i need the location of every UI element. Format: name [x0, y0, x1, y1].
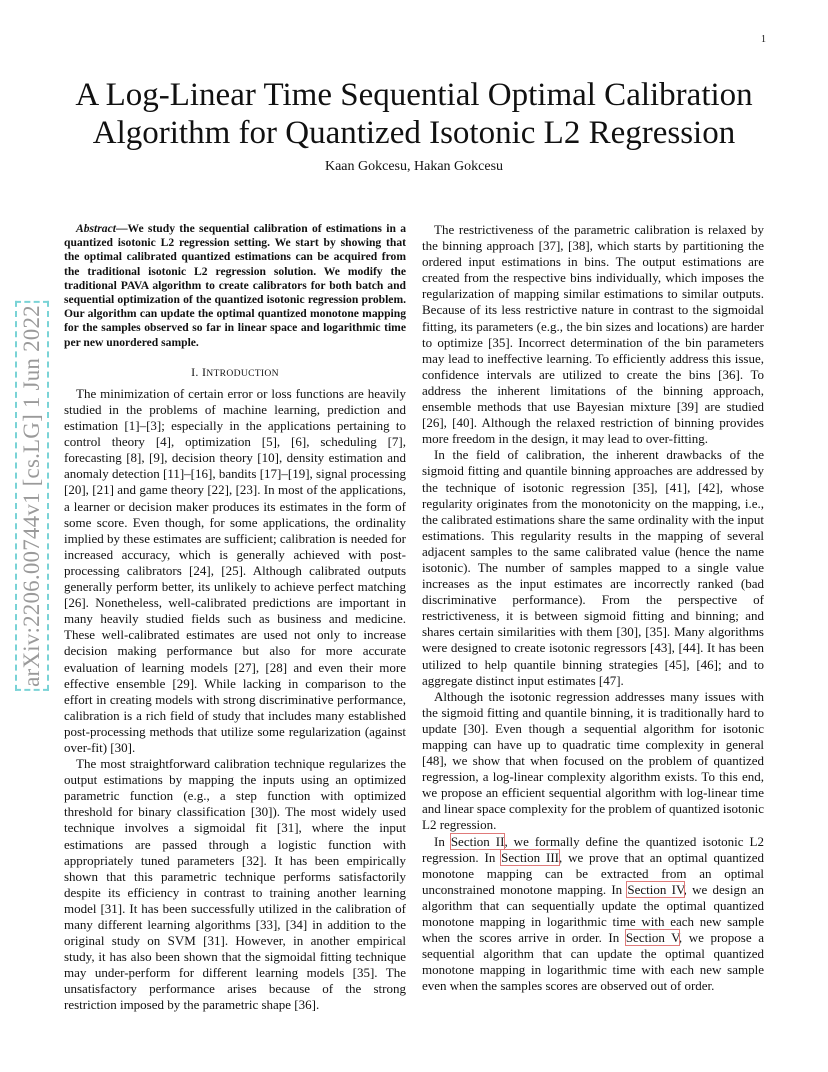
- abstract-text: —We study the sequential calibration of estimations in a quantized isotonic L2 regression setting. We start by showing that the optimal calibrated quantized estimations can be acquired from the traditional isotonic L2 regression solution. We modify the traditional PAVA algorithm to create calibrators for both batch and sequential optimization of the quantized isotonic regression problem. Our algorithm can update the optimal quantized monotone mapping for the samples observed so far in linear space and logarithmic time per new unordered sample.: [64, 222, 406, 349]
- link-section-3[interactable]: Section III: [501, 849, 559, 865]
- section-heading-introduction: [64, 364, 406, 382]
- text-run: , we propose a sequential algorithm that can update the optimal quantized monotone mapping in logarithmic time with each new sample even when the samples scores are observed out of order.: [422, 930, 764, 994]
- paragraph-outline: [422, 834, 764, 995]
- section-title-rest: NTRODUCTION: [206, 367, 279, 379]
- text-run: In: [434, 833, 451, 849]
- paper-authors: Kaan Gokcesu, Hakan Gokcesu: [324, 159, 504, 174]
- paragraph: The most straightforward calibration technique regularizes the output estimations by mapping the inputs using an optimized parametric function (e.g., a step function with optimized threshold for binary classification [30]). The most widely used technique involves a sigmoidal fit [31], where the input estimations are passed through a logistic function with appropriately tuned parameters [32]. It has been empirically shown that this parametric technique performs satisfactorily despite its efficiency in contrast to training another learning model [31]. It has been successfully utilized in the calibration of many different learning algorithms [33], [34] in addition to the original study on SVM [31]. However, in another empirical study, it has also been shown that the sigmoidal fitting technique may under-perform for different learning models [35]. The unsatisfactory performance arises because of the strong restriction imposed by the parametric shape [36].: [64, 756, 406, 1013]
- text-run: , we prove that an optimal quantized monotone mapping can be extracted from an optimal unconstrained monotone mapping. In: [422, 849, 764, 897]
- section-title-initial: I: [202, 364, 207, 379]
- paragraph: The minimization of certain error or loss functions are heavily studied in the problems of machine learning, prediction and estimation [1]–[3]; especially in the applications pertaining to control theory [4], optimization [5], [6], scheduling [7], forecasting [8], [9], decision theory [10], density estimation and anomaly detection [11]–[16], bandits [17]–[19], signal processing [20], [21] and game theory [22], [23]. In most of the applications, a learner or decision maker produces its estimates in the form of some score. Even though, for some applications, the ordinality implied by these estimates are sufficient; calibration is needed for increased accuracy, which is generally achieved with post-processing calibrators [24], [25]. Although calibrated outputs generally perform better, its unlikely to achieve perfect matching [26]. Nonetheless, well-calibrated predictions are important in many heavily studied fields such as business and medicine. These well-calibrated estimates are used not only to increase decision making performance but also for more accurate evaluation of learning models [27], [28] and even their more effective ensemble [29]. While lacking in comparison to the effort in creating models with strong discriminative performance, calibration is a rich field of study that includes many established post-processing methods that utilize some regularization (against over-fit) [30].: [64, 385, 406, 755]
- link-section-2[interactable]: Section II: [450, 833, 505, 849]
- page-number: 1: [761, 34, 766, 45]
- text-run: , we formally define the quantized isotonic L2 regression. In: [422, 833, 764, 865]
- abstract: [64, 222, 406, 350]
- paragraph: Although the isotonic regression addresses many issues with the sigmoid fitting and quantile binning, it is traditionally hard to update [30]. Even though a sequential algorithm for isotonic mapping can have up to quadratic time complexity in general [48], we show that when focused on the problem of quantized regression, a log-linear complexity algorithm exists. To this end, we propose an efficient sequential algorithm with log-linear time and linear space complexity for the problem of quantized isotonic L2 regression.: [422, 688, 764, 833]
- link-section-5[interactable]: Section V: [625, 930, 679, 946]
- paper-title: A Log-Linear Time Sequential Optimal Calibration Algorithm for Quantized Isotonic L2 Regression: [75, 77, 753, 151]
- paragraph: The restrictiveness of the parametric calibration is relaxed by the binning approach [37], [38], which starts by partitioning the ordered input estimations in bins. The output estimations are created from the respective bins individually, which imposes the regularization of mapping similar estimations to similar outputs. Because of its less restrictive nature in contrast to the sigmoidal fitting, its parameters (e.g., the bin sizes and locations) are harder to optimize [35]. Incorrect determination of the bin parameters may lead to ineffective learning. To efficiently address this issue, confidence intervals are utilized to create the bins [36]. To address the inherent limitations of the binning approach, ensemble methods that use Bayesian mixture [39] are studied [26], [40]. Although the relaxed restriction of binning provides more freedom in the design, it may lead to over-fitting.: [422, 222, 764, 447]
- arxiv-stamp-text: arXiv:2206.00744v1 [cs.LG] 1 Jun 2022: [19, 305, 44, 687]
- paragraph: In the field of calibration, the inherent drawbacks of the sigmoid fitting and quantile binning approaches are addressed by the technique of isotonic regression [35], [41], [42], whose regularity originates from the monotonicity on the mapping, i.e., the calibrated estimations share the same ordinality with the input estimations. This regularity results in the mapping of several adjacent samples to the same calibrated value (hence the name isotonic). The number of samples mapped to a single value increases as the input estimates are incorrectly ranked (bad discriminative performance). From the perspective of restrictiveness, it is between sigmoid fitting and binning; and shares certain similarities with them [30], [35]. Many algorithms were designed to create isotonic regressors [43], [44]. It has been utilized to help quantile binning strategies [45], [46]; and to aggregate distinct input estimates [47].: [422, 447, 764, 688]
- section-numeral: I.: [191, 364, 202, 379]
- left-column: [64, 222, 406, 1014]
- abstract-label: Abstract: [76, 222, 116, 235]
- text-run: , we design an algorithm that can sequentially update the optimal quantized monotone mapping in logarithmic time with each new sample when the scores arrive in order. In: [422, 881, 764, 946]
- arxiv-stamp: [14, 264, 50, 728]
- link-section-4[interactable]: Section IV: [627, 881, 684, 897]
- right-column: [422, 222, 764, 995]
